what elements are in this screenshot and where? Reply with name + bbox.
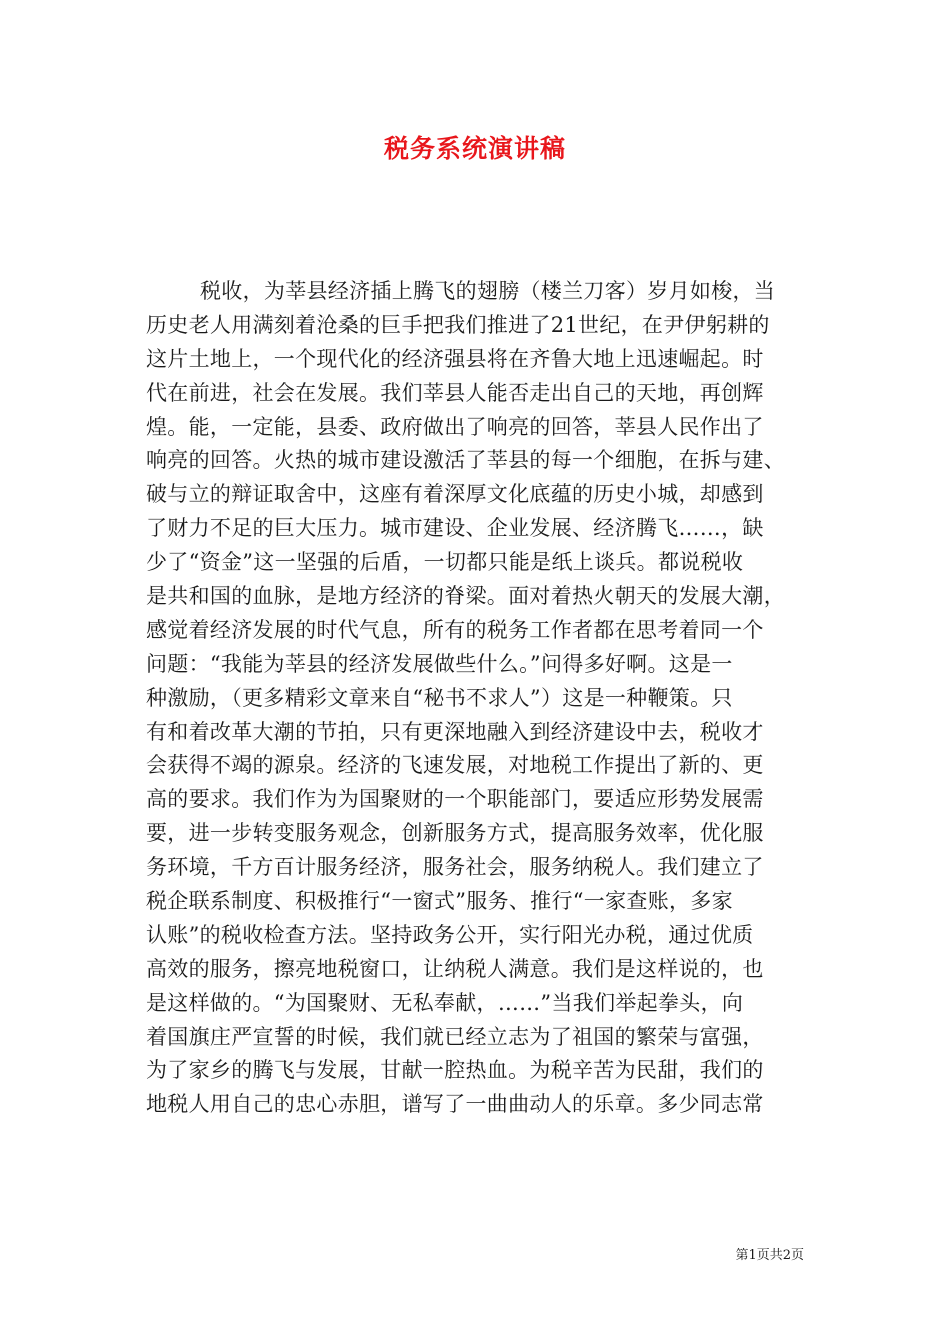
paragraph-line: 了财力不足的巨大压力。城市建设、企业发展、经济腾飞……，缺	[146, 516, 764, 541]
paragraph-line: 少了“资金”这一坚强的后盾，一切都只能是纸上谈兵。都说税收	[146, 550, 744, 575]
paragraph-line: 税企联系制度、积极推行“一窗式”服务、推行“一家查账，多家	[146, 889, 733, 914]
paragraph-line: 问题：“我能为莘县的经济发展做些什么。”问得多好啊。这是一	[146, 651, 733, 676]
page-title: 税务系统演讲稿	[383, 134, 566, 163]
paragraph-line: 着国旗庄严宣誓的时候，我们就已经立志为了祖国的繁荣与富强，	[146, 1024, 764, 1049]
paragraph-line: 要，进一步转变服务观念，创新服务方式，提高服务效率，优化服	[146, 821, 764, 846]
paragraph-line: 地税人用自己的忠心赤胆，谱写了一曲曲动人的乐章。多少同志常	[146, 1092, 764, 1117]
paragraph-line: 务环境，千方百计服务经济，服务社会，服务纳税人。我们建立了	[146, 855, 764, 880]
paragraph-line: 认账”的税收检查方法。坚持政务公开，实行阳光办税，通过优质	[146, 922, 754, 947]
paragraph-line: 历史老人用满刻着沧桑的巨手把我们推进了21世纪，在尹伊躬耕的	[146, 312, 770, 337]
body-paragraph	[146, 275, 826, 1122]
paragraph-line: 煌。能，一定能，县委、政府做出了响亮的回答，莘县人民作出了	[146, 414, 764, 439]
page-number: 第1页共2页	[735, 1248, 804, 1263]
paragraph-line: 是共和国的血脉，是地方经济的脊梁。面对着热火朝天的发展大潮，	[146, 584, 785, 609]
paragraph-line: 高的要求。我们作为为国聚财的一个职能部门，要适应形势发展需	[146, 787, 764, 812]
paragraph-line: 种激励，（更多精彩文章来自“秘书不求人”）这是一种鞭策。只	[146, 685, 733, 710]
paragraph-line: 这片土地上，一个现代化的经济强县将在齐鲁大地上迅速崛起。时	[146, 346, 764, 371]
paragraph-line: 代在前进，社会在发展。我们莘县人能否走出自己的天地，再创辉	[146, 380, 764, 405]
paragraph-line: 是这样做的。“为国聚财、无私奉献，……”当我们举起拳头，向	[146, 990, 744, 1015]
paragraph-line: 为了家乡的腾飞与发展，甘献一腔热血。为税辛苦为民甜，我们的	[146, 1058, 764, 1083]
paragraph-line: 高效的服务，擦亮地税窗口，让纳税人满意。我们是这样说的，也	[146, 956, 764, 981]
paragraph-line: 破与立的辩证取舍中，这座有着深厚文化底蕴的历史小城，却感到	[146, 482, 764, 507]
paragraph-line: 会获得不竭的源泉。经济的飞速发展，对地税工作提出了新的、更	[146, 753, 764, 778]
paragraph-line: 感觉着经济发展的时代气息，所有的税务工作者都在思考着同一个	[146, 617, 764, 642]
paragraph-line: 响亮的回答。火热的城市建设激活了莘县的每一个细胞，在拆与建、	[146, 448, 785, 473]
paragraph-line: 税收，为莘县经济插上腾飞的翅膀（楼兰刀客）岁月如梭，当	[200, 279, 776, 303]
paragraph-line: 有和着改革大潮的节拍，只有更深地融入到经济建设中去，税收才	[146, 719, 764, 744]
